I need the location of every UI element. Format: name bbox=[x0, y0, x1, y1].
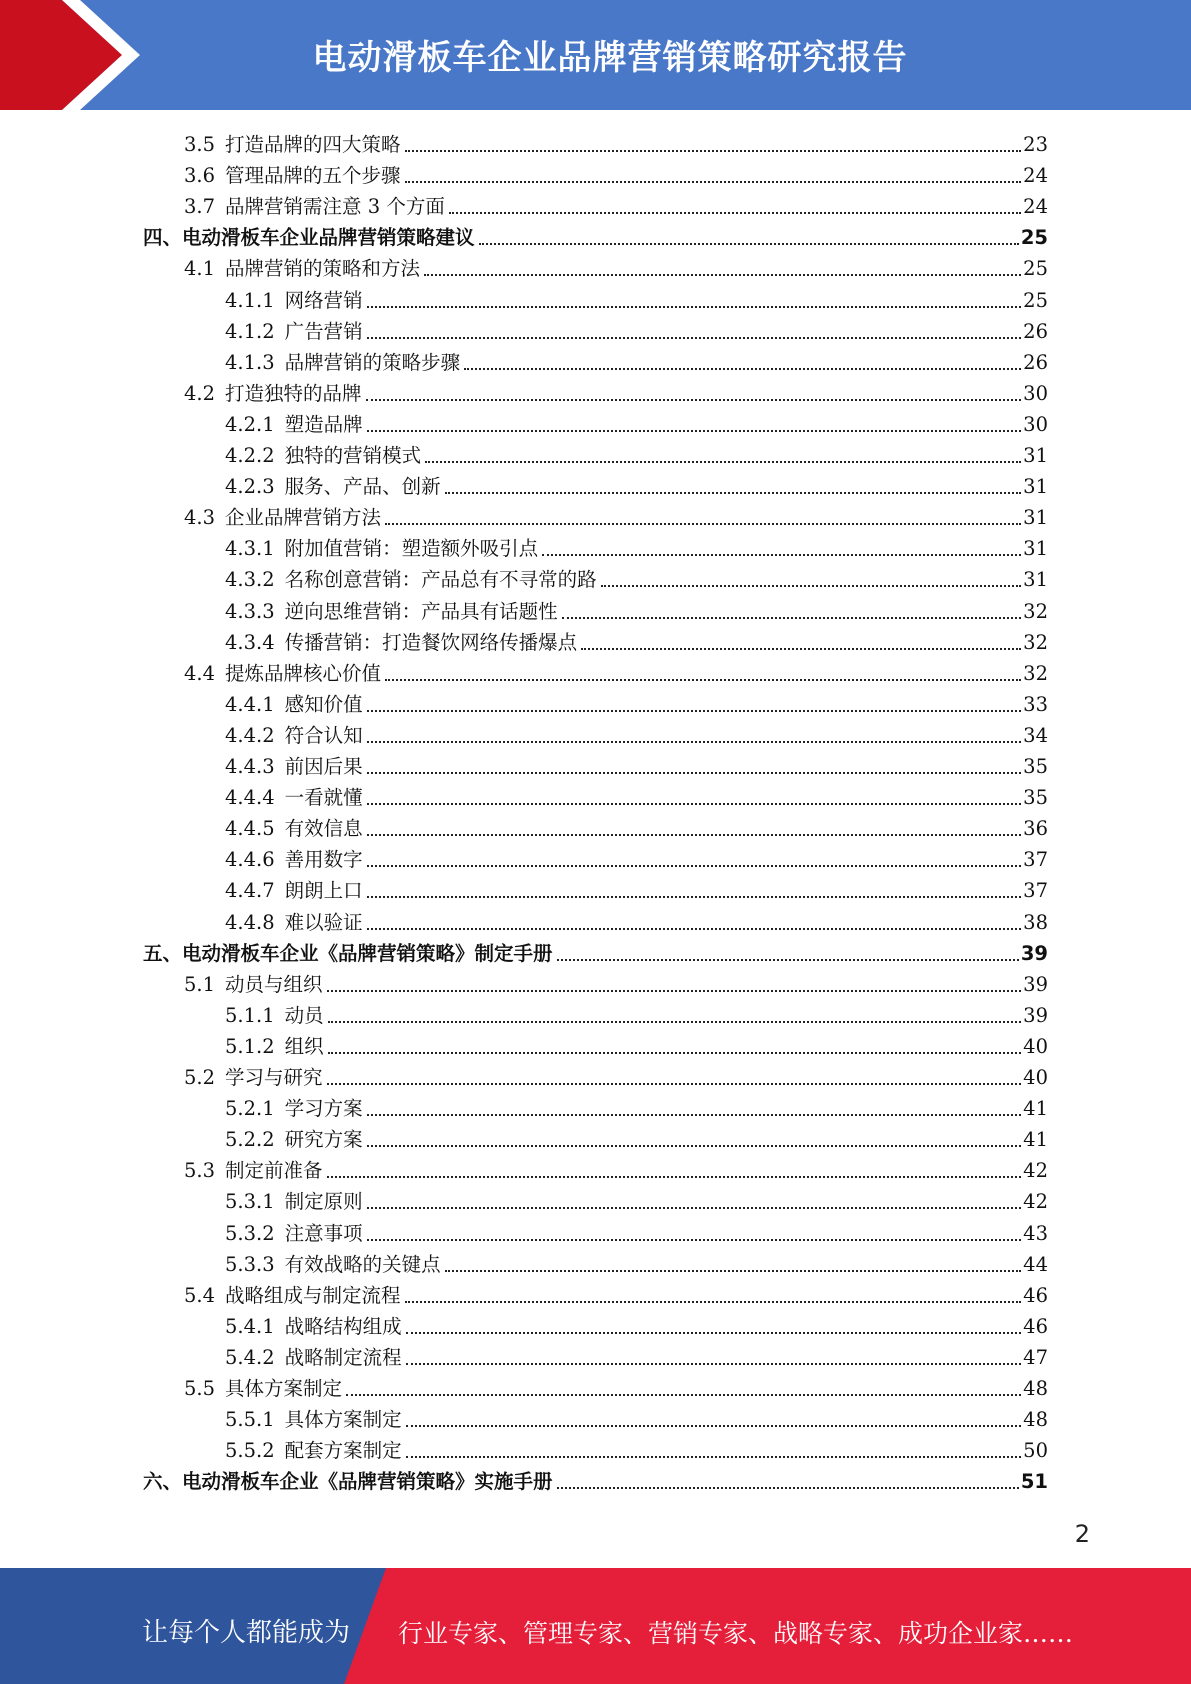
toc-page-number: 31 bbox=[1023, 568, 1048, 592]
toc-dot-leader bbox=[367, 430, 1022, 432]
toc-section-number: 4.4.7 bbox=[225, 879, 275, 903]
toc-row[interactable] bbox=[184, 188, 1048, 219]
toc-section-number: 5.3.1 bbox=[225, 1190, 275, 1214]
toc-page-number: 23 bbox=[1023, 133, 1048, 156]
toc-dot-leader bbox=[406, 1425, 1022, 1427]
toc-page-number: 31 bbox=[1023, 475, 1048, 499]
toc-row[interactable] bbox=[184, 1059, 1048, 1090]
toc-row[interactable] bbox=[225, 313, 1048, 344]
toc-page-number: 40 bbox=[1023, 1034, 1048, 1058]
toc-section-number: 4.2 bbox=[184, 381, 216, 405]
toc-row[interactable] bbox=[184, 1277, 1048, 1308]
toc-section-title: 塑造品牌 bbox=[284, 412, 363, 436]
toc-section-title: 五、电动滑板车企业《品牌营销策略》制定手册 bbox=[143, 941, 553, 965]
footer-slogan-left: 让每个人都能成为 bbox=[142, 1618, 351, 1648]
toc-row[interactable] bbox=[225, 282, 1048, 313]
toc-page-number: 32 bbox=[1023, 630, 1048, 654]
toc-dot-leader bbox=[367, 1114, 1022, 1116]
toc-dot-leader bbox=[367, 337, 1022, 339]
toc-section-title: 朗朗上口 bbox=[284, 879, 363, 903]
toc-section-number: 4.4.2 bbox=[225, 723, 275, 747]
toc-section-title: 名称创意营销：产品总有不寻常的路 bbox=[284, 568, 597, 592]
toc-row[interactable] bbox=[225, 1121, 1048, 1152]
toc-dot-leader bbox=[424, 274, 1021, 276]
toc-row[interactable] bbox=[225, 1028, 1048, 1059]
toc-row[interactable] bbox=[184, 1370, 1048, 1401]
toc-section-title: 广告营销 bbox=[284, 319, 363, 343]
toc-row[interactable] bbox=[225, 530, 1048, 561]
toc-row[interactable] bbox=[225, 1308, 1048, 1339]
toc-section-number: 4.4.5 bbox=[225, 817, 275, 841]
toc-section-number: 5.3.3 bbox=[225, 1252, 275, 1276]
toc-section-number: 5.1.2 bbox=[225, 1034, 275, 1058]
toc-page-number: 40 bbox=[1023, 1066, 1048, 1089]
toc-section-number: 4.2.1 bbox=[225, 412, 275, 436]
toc-section-number: 4.4.3 bbox=[225, 755, 275, 778]
toc-section-title: 企业品牌营销方法 bbox=[225, 506, 382, 530]
toc-section-number: 5.3.2 bbox=[225, 1221, 275, 1245]
toc-page-number: 25 bbox=[1020, 226, 1048, 250]
toc-section-title: 独特的营销模式 bbox=[284, 444, 422, 467]
toc-dot-leader bbox=[406, 1332, 1022, 1334]
toc-section-number: 5.3 bbox=[184, 1159, 216, 1183]
toc-chapter-row[interactable] bbox=[143, 1463, 1048, 1494]
toc-page-number: 50 bbox=[1023, 1439, 1048, 1463]
toc-section-title: 四、电动滑板车企业品牌营销策略建议 bbox=[143, 226, 475, 250]
toc-row[interactable] bbox=[225, 904, 1048, 935]
toc-dot-leader bbox=[367, 1145, 1022, 1147]
toc-section-number: 5.2.1 bbox=[225, 1097, 275, 1121]
toc-dot-leader bbox=[557, 1487, 1019, 1489]
toc-page-number: 41 bbox=[1023, 1097, 1048, 1121]
toc-dot-leader bbox=[542, 554, 1021, 556]
toc-page-number: 46 bbox=[1023, 1283, 1048, 1307]
toc-row[interactable] bbox=[225, 872, 1048, 903]
toc-dot-leader bbox=[367, 834, 1022, 836]
toc-page-number: 42 bbox=[1023, 1190, 1048, 1214]
toc-page-number: 26 bbox=[1023, 350, 1048, 374]
toc-dot-leader bbox=[385, 523, 1021, 525]
toc-dot-leader bbox=[601, 585, 1022, 587]
toc-dot-leader bbox=[328, 1021, 1022, 1023]
toc-section-title: 研究方案 bbox=[284, 1128, 363, 1152]
toc-row[interactable] bbox=[184, 1152, 1048, 1183]
toc-section-title: 六、电动滑板车企业《品牌营销策略》实施手册 bbox=[143, 1470, 553, 1494]
toc-section-number: 4.3 bbox=[184, 506, 216, 530]
toc-page-number: 31 bbox=[1023, 506, 1048, 530]
toc-dot-leader bbox=[557, 959, 1019, 961]
toc-section-title: 学习方案 bbox=[284, 1097, 363, 1121]
toc-row[interactable] bbox=[184, 250, 1048, 281]
toc-section-title: 善用数字 bbox=[284, 848, 363, 872]
toc-page-number: 41 bbox=[1023, 1128, 1048, 1152]
toc-row[interactable] bbox=[184, 966, 1048, 997]
toc-section-title: 服务、产品、创新 bbox=[284, 475, 441, 499]
toc-dot-leader bbox=[405, 1301, 1022, 1303]
toc-section-title: 注意事项 bbox=[284, 1221, 363, 1245]
toc-row[interactable] bbox=[225, 561, 1048, 592]
toc-section-number: 4.4.8 bbox=[225, 910, 275, 934]
toc-dot-leader bbox=[405, 150, 1022, 152]
toc-row[interactable] bbox=[225, 468, 1048, 499]
toc-section-number: 4.1.3 bbox=[225, 350, 275, 374]
toc-page-number: 39 bbox=[1020, 941, 1048, 965]
toc-section-number: 4.3.3 bbox=[225, 599, 275, 623]
toc-section-title: 网络营销 bbox=[284, 288, 363, 312]
toc-section-title: 感知价值 bbox=[284, 692, 363, 716]
toc-section-number: 5.1.1 bbox=[225, 1003, 275, 1027]
toc-row[interactable] bbox=[225, 1246, 1048, 1277]
toc-row[interactable] bbox=[225, 779, 1048, 810]
toc-row[interactable] bbox=[225, 1090, 1048, 1121]
toc-section-title: 打造独特的品牌 bbox=[225, 381, 362, 405]
toc-page-number: 46 bbox=[1023, 1314, 1048, 1338]
toc-page-number: 43 bbox=[1023, 1221, 1048, 1245]
chevron-arrow-icon bbox=[0, 0, 160, 110]
toc-row[interactable] bbox=[225, 997, 1048, 1028]
toc-section-title: 动员 bbox=[284, 1003, 324, 1027]
toc-dot-leader bbox=[327, 990, 1022, 992]
toc-section-number: 4.2.2 bbox=[225, 444, 275, 467]
toc-section-title: 战略结构组成 bbox=[284, 1314, 402, 1338]
toc-row[interactable] bbox=[225, 686, 1048, 717]
toc-section-title: 有效战略的关键点 bbox=[284, 1252, 441, 1276]
toc-page-number: 35 bbox=[1023, 786, 1048, 810]
toc-section-number: 5.2.2 bbox=[225, 1128, 275, 1152]
toc-section-title: 品牌营销需注意 3 个方面 bbox=[225, 195, 445, 219]
toc-dot-leader bbox=[562, 617, 1022, 619]
toc-section-title: 有效信息 bbox=[284, 817, 363, 841]
toc-page-number: 32 bbox=[1023, 661, 1048, 685]
toc-section-title: 战略制定流程 bbox=[284, 1345, 402, 1369]
toc-section-number: 3.7 bbox=[184, 195, 216, 219]
toc-row[interactable] bbox=[225, 841, 1048, 872]
toc-section-title: 品牌营销的策略步骤 bbox=[284, 350, 461, 374]
toc-dot-leader bbox=[367, 306, 1022, 308]
toc-page-number: 33 bbox=[1023, 692, 1048, 716]
toc-row[interactable] bbox=[225, 406, 1048, 437]
toc-dot-leader bbox=[405, 181, 1022, 183]
toc-section-title: 动员与组织 bbox=[225, 972, 323, 996]
toc-row[interactable] bbox=[225, 1339, 1048, 1370]
toc-page-number: 25 bbox=[1023, 257, 1048, 281]
toc-section-number: 4.3.2 bbox=[225, 568, 275, 592]
toc-dot-leader bbox=[385, 679, 1021, 681]
toc-section-title: 制定前准备 bbox=[225, 1159, 323, 1183]
toc-section-title: 难以验证 bbox=[284, 910, 363, 934]
toc-row[interactable] bbox=[225, 810, 1048, 841]
toc-page-number: 42 bbox=[1023, 1159, 1048, 1183]
toc-section-title: 传播营销：打造餐饮网络传播爆点 bbox=[284, 630, 578, 654]
footer-slogan-right: 行业专家、管理专家、营销专家、战略专家、成功企业家…… bbox=[398, 1619, 1074, 1648]
toc-section-title: 组织 bbox=[284, 1034, 324, 1058]
toc-section-title: 一看就懂 bbox=[284, 786, 363, 810]
toc-section-number: 5.4.1 bbox=[225, 1314, 275, 1338]
toc-dot-leader bbox=[445, 492, 1022, 494]
toc-section-title: 制定原则 bbox=[284, 1190, 363, 1214]
toc-page-number: 26 bbox=[1023, 319, 1048, 343]
toc-dot-leader bbox=[366, 399, 1022, 401]
toc-dot-leader bbox=[445, 1270, 1022, 1272]
toc-section-number: 4.3.1 bbox=[225, 537, 275, 561]
toc-page-number: 34 bbox=[1023, 723, 1048, 747]
toc-dot-leader bbox=[449, 212, 1021, 214]
toc-row[interactable] bbox=[225, 593, 1048, 624]
toc-section-title: 逆向思维营销：产品具有话题性 bbox=[284, 599, 558, 623]
toc-page-number: 36 bbox=[1023, 817, 1048, 841]
toc-section-number: 4.1 bbox=[184, 257, 216, 281]
toc-section-number: 5.4 bbox=[184, 1283, 216, 1307]
toc-dot-leader bbox=[581, 648, 1021, 650]
toc-row[interactable] bbox=[225, 624, 1048, 655]
toc-dot-leader bbox=[406, 1363, 1022, 1365]
toc-dot-leader bbox=[367, 1239, 1022, 1241]
toc-page-number: 35 bbox=[1023, 755, 1048, 778]
toc-page-number: 32 bbox=[1023, 599, 1048, 623]
toc-row[interactable] bbox=[184, 375, 1048, 406]
toc-section-title: 提炼品牌核心价值 bbox=[225, 661, 382, 685]
toc-section-number: 4.4.1 bbox=[225, 692, 275, 716]
toc-section-number: 4.4.4 bbox=[225, 786, 275, 810]
toc-section-title: 具体方案制定 bbox=[225, 1377, 343, 1400]
page-header bbox=[0, 0, 1191, 110]
toc-chapter-row[interactable] bbox=[143, 935, 1048, 966]
toc-row[interactable] bbox=[225, 1432, 1048, 1463]
toc-section-number: 4.4.6 bbox=[225, 848, 275, 872]
toc-section-number: 4.2.3 bbox=[225, 475, 275, 499]
toc-page-number: 47 bbox=[1023, 1345, 1048, 1369]
toc-row[interactable] bbox=[225, 717, 1048, 748]
toc-section-title: 打造品牌的四大策略 bbox=[225, 133, 401, 156]
report-title: 电动滑板车企业品牌营销策略研究报告 bbox=[312, 38, 908, 78]
toc-page-number: 39 bbox=[1023, 1003, 1048, 1027]
toc-section-title: 前因后果 bbox=[284, 755, 363, 778]
toc-section-title: 配套方案制定 bbox=[284, 1439, 402, 1463]
toc-page-number: 51 bbox=[1020, 1470, 1048, 1494]
toc-section-title: 具体方案制定 bbox=[284, 1408, 402, 1432]
toc-section-number: 5.5 bbox=[184, 1377, 216, 1400]
toc-row[interactable] bbox=[184, 157, 1048, 188]
toc-section-number: 5.1 bbox=[184, 972, 216, 996]
toc-section-number: 4.4 bbox=[184, 661, 216, 685]
page-number: 2 bbox=[1074, 1520, 1090, 1548]
toc-section-number: 5.4.2 bbox=[225, 1345, 275, 1369]
toc-section-number: 3.6 bbox=[184, 164, 216, 188]
toc-page-number: 24 bbox=[1023, 164, 1048, 188]
toc-section-title: 附加值营销：塑造额外吸引点 bbox=[284, 537, 539, 561]
toc-section-title: 管理品牌的五个步骤 bbox=[225, 164, 401, 188]
toc-row[interactable] bbox=[225, 1183, 1048, 1214]
toc-row[interactable] bbox=[184, 655, 1048, 686]
toc-section-number: 5.5.2 bbox=[225, 1439, 275, 1463]
toc-section-title: 战略组成与制定流程 bbox=[225, 1283, 401, 1307]
toc-dot-leader bbox=[327, 1083, 1022, 1085]
toc-row[interactable] bbox=[225, 437, 1048, 468]
toc-dot-leader bbox=[406, 1456, 1022, 1458]
toc-page-number: 30 bbox=[1023, 412, 1048, 436]
toc-page-number: 30 bbox=[1023, 381, 1048, 405]
toc-section-title: 学习与研究 bbox=[225, 1066, 323, 1089]
toc-dot-leader bbox=[367, 865, 1022, 867]
toc-section-title: 品牌营销的策略和方法 bbox=[225, 257, 421, 281]
toc-page-number: 31 bbox=[1023, 444, 1048, 467]
toc-section-number: 3.5 bbox=[184, 133, 216, 156]
toc-row[interactable] bbox=[225, 344, 1048, 375]
toc-row[interactable] bbox=[225, 748, 1048, 779]
toc-dot-leader bbox=[327, 1176, 1022, 1178]
toc-section-title: 符合认知 bbox=[284, 723, 363, 747]
toc-section-number: 4.1.1 bbox=[225, 288, 275, 312]
toc-dot-leader bbox=[328, 1052, 1022, 1054]
toc-chapter-row[interactable] bbox=[143, 219, 1048, 250]
toc-dot-leader bbox=[346, 1394, 1021, 1396]
toc-dot-leader bbox=[479, 243, 1019, 245]
toc-page-number: 39 bbox=[1023, 972, 1048, 996]
toc-dot-leader bbox=[425, 461, 1021, 463]
toc-page-number: 37 bbox=[1023, 879, 1048, 903]
toc-dot-leader bbox=[367, 772, 1022, 774]
toc-dot-leader bbox=[367, 803, 1022, 805]
toc-row[interactable] bbox=[184, 126, 1048, 157]
toc-dot-leader bbox=[367, 741, 1022, 743]
toc-page-number: 44 bbox=[1023, 1252, 1048, 1276]
toc-section-number: 4.3.4 bbox=[225, 630, 275, 654]
toc-section-number: 4.1.2 bbox=[225, 319, 275, 343]
toc-row[interactable] bbox=[225, 1215, 1048, 1246]
toc-dot-leader bbox=[367, 896, 1022, 898]
toc-dot-leader bbox=[367, 928, 1022, 930]
toc-section-number: 5.2 bbox=[184, 1066, 216, 1089]
toc-row[interactable] bbox=[225, 1401, 1048, 1432]
toc-dot-leader bbox=[367, 710, 1022, 712]
toc-page-number: 48 bbox=[1023, 1408, 1048, 1432]
page-footer bbox=[0, 1568, 1191, 1684]
toc-dot-leader bbox=[367, 1207, 1022, 1209]
toc-page-number: 25 bbox=[1023, 288, 1048, 312]
toc-page-number: 48 bbox=[1023, 1377, 1048, 1400]
toc-page-number: 24 bbox=[1023, 195, 1048, 219]
toc-page-number: 37 bbox=[1023, 848, 1048, 872]
toc-page-number: 31 bbox=[1023, 537, 1048, 561]
toc-row[interactable] bbox=[184, 499, 1048, 530]
toc-page-number: 38 bbox=[1023, 910, 1048, 934]
toc-section-number: 5.5.1 bbox=[225, 1408, 275, 1432]
toc-dot-leader bbox=[464, 368, 1021, 370]
